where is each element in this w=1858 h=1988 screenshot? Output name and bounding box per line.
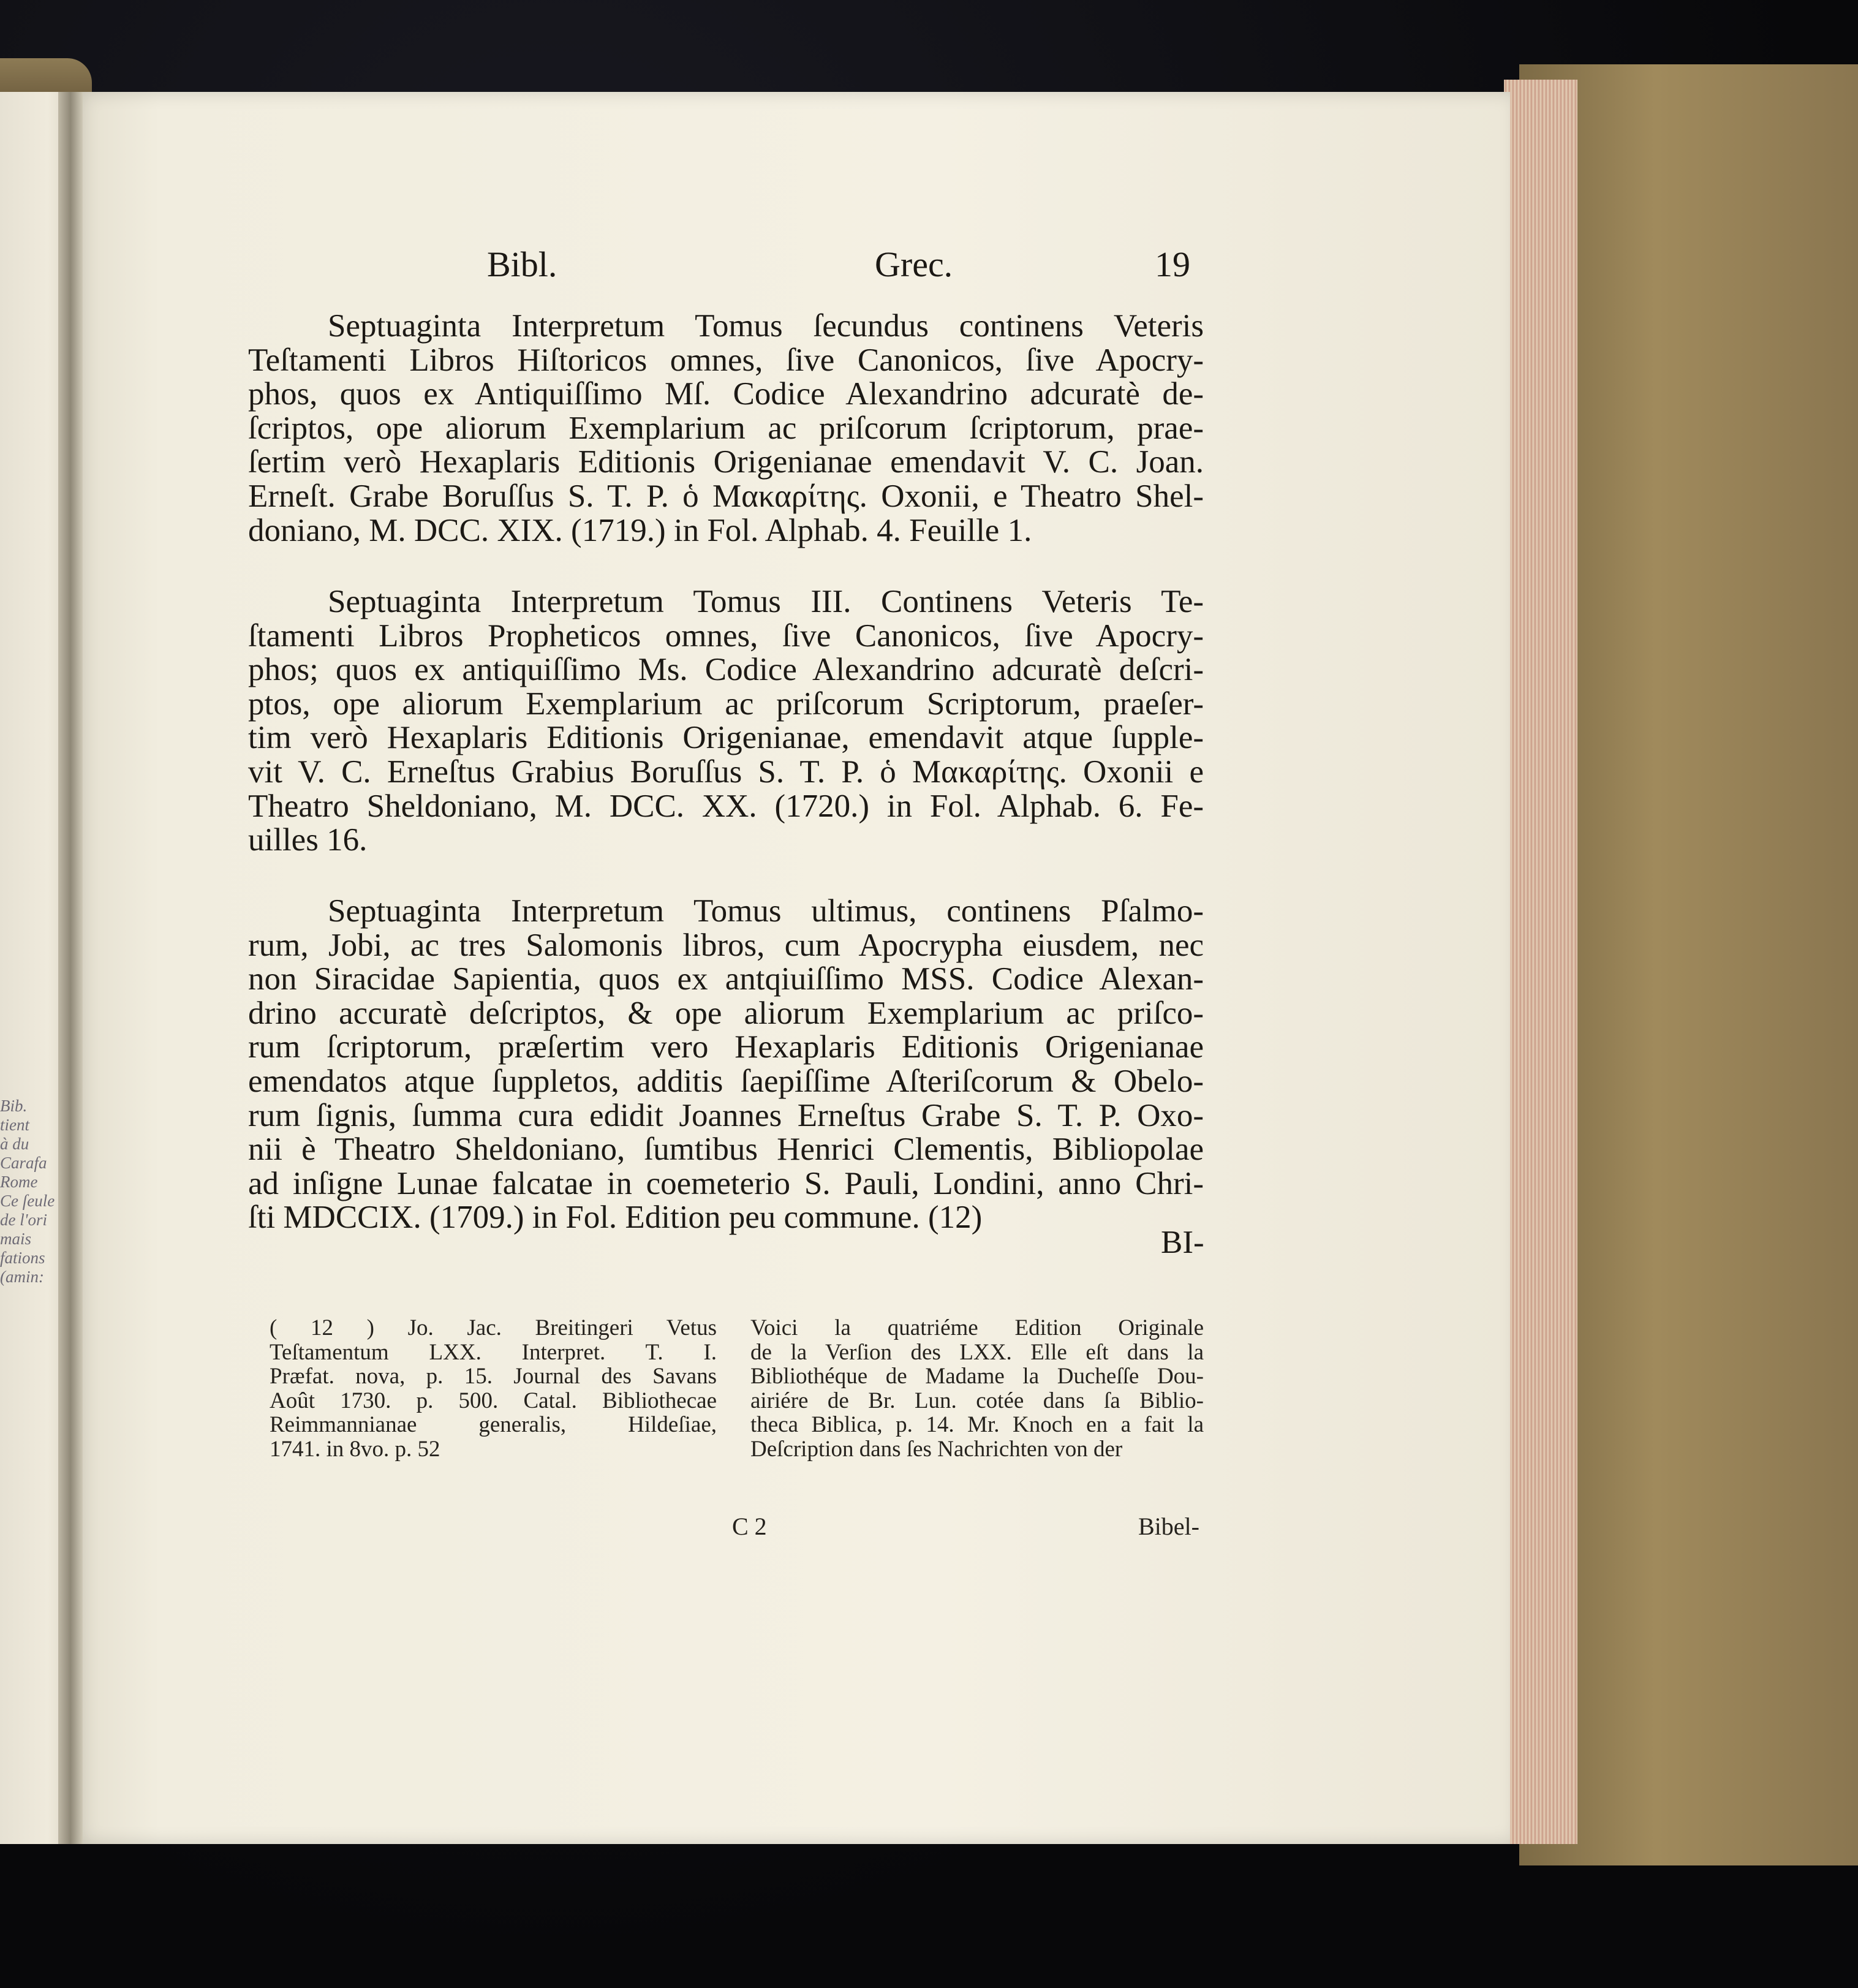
paragraph-line: ſtamenti Libros Propheticos omnes, ſive Canonicos, ſive Apocry- [248, 618, 1204, 654]
footnote-line: Août 1730. p. 500. Catal. Bibliothecae [270, 1388, 717, 1413]
footnote-line: ( 12 ) Jo. Jac. Breitingeri Vetus [270, 1315, 717, 1340]
margin-note-line: de l'ori [0, 1211, 48, 1229]
footnote-line: theca Biblica, p. 14. Mr. Knoch en a fait la [750, 1412, 1204, 1437]
paragraph-line: emendatos atque ſuppletos, additis ſaepiſſime Aſteriſcorum & Obelo- [248, 1063, 1204, 1099]
paragraph-line: Septuaginta Interpretum Tomus ſecundus continens Veteris [328, 308, 1204, 344]
margin-note-line: Rome [0, 1173, 38, 1191]
paragraph-3 [248, 894, 1204, 1235]
catchword: BI- [1161, 1225, 1204, 1260]
page-fore-edge [1504, 80, 1577, 1844]
paragraph-line: Septuaginta Interpretum Tomus III. Continens Veteris Te- [328, 584, 1204, 619]
paragraph-line: ptos, ope aliorum Exemplarium ac priſcorum Scriptorum, praeſer- [248, 686, 1204, 722]
footnote-left [270, 1316, 717, 1461]
paragraph-line: Teſtamenti Libros Hiſtoricos omnes, ſive Canonicos, ſive Apocry- [248, 342, 1204, 378]
paragraph-line: doniano, M. DCC. XIX. (1719.) in Fol. Alphab. 4. Feuille 1. [248, 512, 1032, 548]
paragraph-line: tim verò Hexaplaris Editionis Origenianae, emendavit atque ſupple- [248, 720, 1204, 756]
paragraph-line: Septuaginta Interpretum Tomus ultimus, continens Pſalmo- [328, 893, 1204, 929]
paragraph-line: phos, quos ex Antiquiſſimo Mſ. Codice Alexandrino adcuratè de- [248, 376, 1204, 412]
paragraph-line: non Siracidae Sapientia, quos ex antqiuiſſimo MSS. Codice Alexan- [248, 961, 1204, 997]
paragraph-line: rum ſcriptorum, præſertim vero Hexaplaris Editionis Origenianae [248, 1029, 1204, 1065]
margin-note-line: (amin: [0, 1268, 44, 1286]
footnote-catchword: Bibel- [1138, 1513, 1199, 1540]
paragraph-line: ſertim verò Hexaplaris Editionis Origenianae emendavit V. C. Joan. [248, 444, 1204, 480]
paragraph-line: uilles 16. [248, 822, 368, 858]
margin-note-line: tient [0, 1116, 29, 1134]
footnote-line: Teſtamentum LXX. Interpret. T. I. [270, 1339, 717, 1365]
paragraph-line: rum, Jobi, ac tres Salomonis libros, cum Apocrypha eiusdem, nec [248, 927, 1204, 963]
running-head-left: Bibl. [487, 244, 557, 284]
paragraph-line: vit V. C. Erneſtus Grabius Boruſſus S. T. P. ὁ Μακαρίτης. Oxonii e [248, 754, 1204, 790]
footnote-line: de la Verſion des LXX. Elle eſt dans la [750, 1339, 1204, 1365]
paragraph-line: Theatro Sheldoniano, M. DCC. XX. (1720.) in Fol. Alphab. 6. Fe- [248, 788, 1204, 824]
signature-mark: C 2 [732, 1513, 767, 1540]
paragraph-1 [248, 309, 1204, 548]
paragraph-line: ad inſigne Lunae falcatae in coemeterio S. Pauli, Londini, anno Chri- [248, 1165, 1204, 1201]
footnote-line: Voici la quatriéme Edition Originale [750, 1315, 1204, 1340]
margin-note-line: Carafa [0, 1154, 47, 1172]
paragraph-line: phos; quos ex antiquiſſimo Ms. Codice Alexandrino adcuratè deſcri- [248, 652, 1204, 688]
paragraph-line: ſcriptos, ope aliorum Exemplarium ac priſcorum ſcriptorum, prae- [248, 410, 1204, 446]
footnote-line: Bibliothéque de Madame la Ducheſſe Dou- [750, 1364, 1204, 1389]
footnote-line: Reimmannianae generalis, Hildeſiae, [270, 1412, 717, 1437]
footnote-line: Deſcription dans ſes Nachrichten von der [750, 1436, 1123, 1462]
paragraph-line: Erneſt. Grabe Boruſſus S. T. P. ὁ Μακαρίτης. Oxonii, e Theatro Shel- [248, 478, 1204, 514]
paragraph-line: rum ſignis, ſumma cura edidit Joannes Erneſtus Grabe S. T. P. Oxo- [248, 1097, 1204, 1133]
footnote-line: 1741. in 8vo. p. 52 [270, 1436, 440, 1462]
paragraph-line: nii è Theatro Sheldoniano, ſumtibus Henrici Clementis, Bibliopolae [248, 1132, 1204, 1168]
paragraph-line: ſti MDCCIX. (1709.) in Fol. Edition peu commune. (12) [248, 1200, 983, 1236]
footnote-line: Præfat. nova, p. 15. Journal des Savans [270, 1364, 717, 1389]
paragraph-2 [248, 585, 1204, 858]
margin-note-line: à du [0, 1135, 29, 1153]
page-number: 19 [1155, 244, 1190, 284]
margin-note-line: mais [0, 1230, 32, 1248]
footnote-right [750, 1316, 1204, 1461]
running-head-center: Grec. [875, 244, 953, 284]
book-gutter [58, 92, 83, 1844]
margin-note-line: Ce ſeule [0, 1192, 55, 1210]
paragraph-line: drino accuratè deſcriptos, & ope aliorum Exemplarium ac priſco- [248, 995, 1204, 1031]
footnote-line: airiére de Br. Lun. cotée dans ſa Biblio- [750, 1388, 1204, 1413]
margin-note-line: fations [0, 1249, 45, 1267]
margin-note-line: Bib. [0, 1097, 28, 1115]
